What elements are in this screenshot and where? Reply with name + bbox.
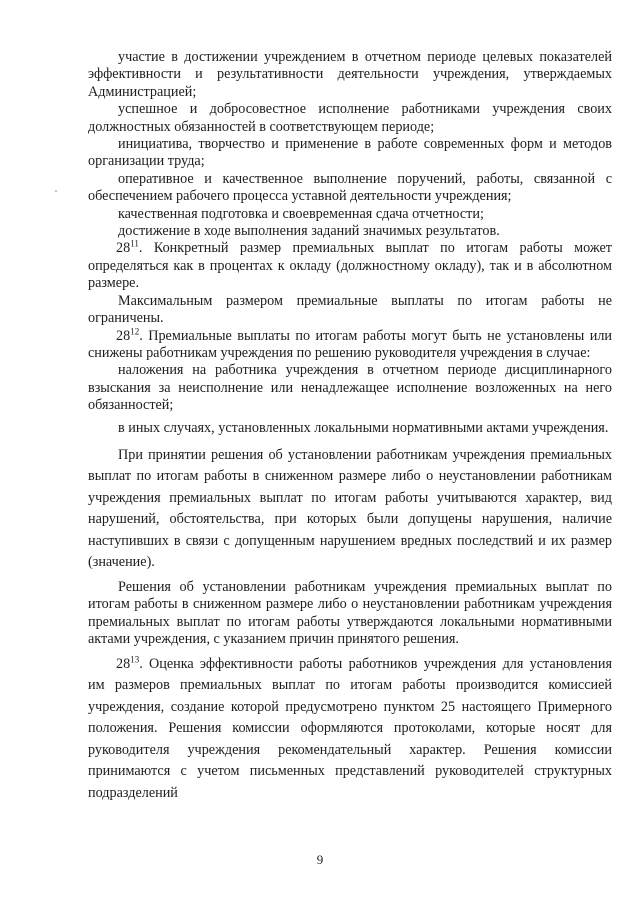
paragraph: Решения об установлении работникам учреждения премиальных выплат по итогам работы в сниженном размере либо о неустановлении работникам учреждения премиальных выплат по итогам работы утверждаются локальными нормативными актами учреждения, с указанием причин принятого решения. xyxy=(88,578,612,648)
numbered-paragraph-28-12 xyxy=(88,325,612,363)
paragraph-text: . Конкретный размер премиальных выплат по итогам работы может определяться как в процентах к окладу (должностному окладу), так и в абсолютном размере. xyxy=(88,240,612,292)
document-body xyxy=(88,49,612,804)
clause-number: 28 xyxy=(116,655,131,672)
paragraph: в иных случаях, установленных локальными нормативными актами учреждения. xyxy=(118,419,609,436)
clause-superscript: 13 xyxy=(130,653,140,664)
numbered-paragraph-28-13 xyxy=(88,654,612,805)
paragraph: инициатива, творчество и применение в работе современных форм и методов организации труда; xyxy=(88,136,612,170)
paragraph: участие в достижении учреждением в отчетном периоде целевых показателей эффективности и результативности деятельности учреждения, утверждаемых Администрацией; xyxy=(88,49,612,100)
numbered-paragraph-28-11 xyxy=(88,240,612,292)
paragraph: качественная подготовка и своевременная сдача отчетности; xyxy=(118,205,484,222)
clause-number: 28 xyxy=(116,327,131,344)
paragraph: Максимальным размером премиальные выплаты по итогам работы не ограничены. xyxy=(88,292,612,327)
paragraph: При принятии решения об установлении работникам учреждения премиальных выплат по итогам работы в сниженном размере либо о неустановлении работникам учреждения премиальных выплат по итогам работы учитываются характер, вид нарушений, обстоятельства, при которых были допущены нарушения, наличие наступивших в связи с допущенным нарушением вредных последствий и их размер (значение). xyxy=(88,446,612,571)
clause-number: 28 xyxy=(116,240,131,257)
clause-superscript: 11 xyxy=(130,238,139,249)
paragraph-text: . Оценка эффективности работы работников учреждения для установления им размеров премиальных выплат по итогам работы производится комиссией учреждения, создание которой предусмотрено пунктом 25 настоящего Примерного положения. Решения комиссии оформляются протоколами, которые носят для руководителя учреждения рекомендательный характер. Решения комиссии принимаются с учетом письменных представлений руководителей структурных подразделений xyxy=(88,655,612,801)
scan-speck xyxy=(55,190,57,192)
paragraph: оперативное и качественное выполнение поручений, работы, связанной с обеспечением рабочего процесса уставной деятельности учреждения; xyxy=(88,170,612,205)
paragraph: успешное и добросовестное исполнение работниками учреждения своих должностных обязанностей в соответствующем периоде; xyxy=(88,101,612,135)
clause-superscript: 12 xyxy=(130,325,140,336)
paragraph-text: . Премиальные выплаты по итогам работы могут быть не установлены или снижены работникам учреждения по решению руководителя учреждения в случае: xyxy=(88,327,612,361)
paragraph: наложения на работника учреждения в отчетном периоде дисциплинарного взыскания за неисполнение или ненадлежащее исполнение возложенных на него обязанностей; xyxy=(88,362,612,414)
page-number: 9 xyxy=(316,852,324,867)
paragraph: достижение в ходе выполнения заданий значимых результатов. xyxy=(118,223,500,240)
